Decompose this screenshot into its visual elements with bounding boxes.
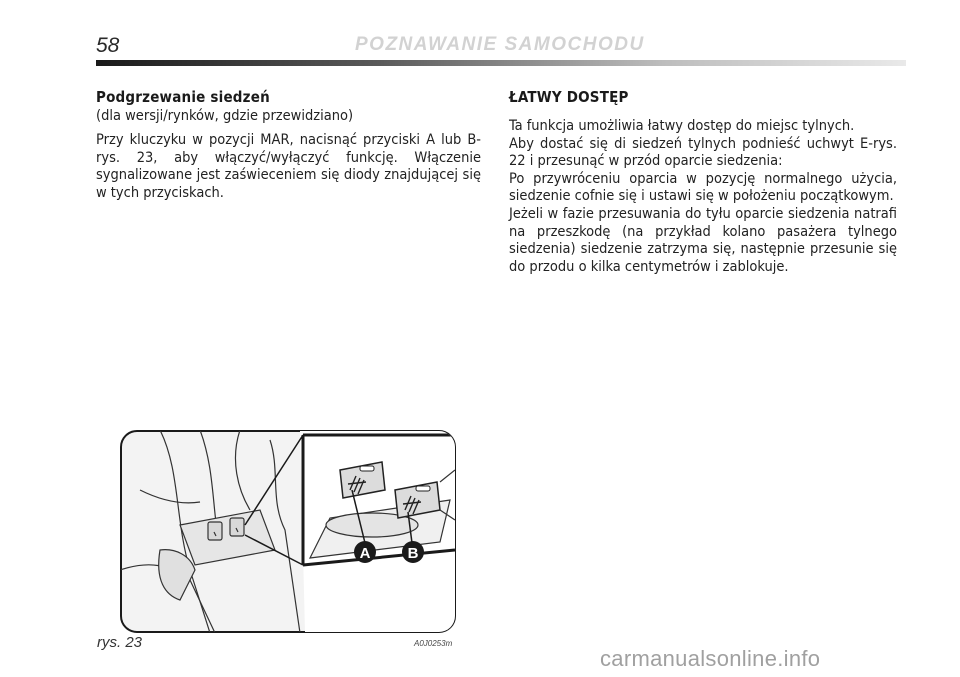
- watermark: carmanualsonline.info: [600, 646, 821, 671]
- easy-entry-text: [509, 118, 897, 276]
- left-column: [96, 88, 481, 208]
- seat-heating-buttons-illustration: [120, 430, 456, 633]
- section-title: POZNAWANIE SAMOCHODU: [355, 34, 645, 55]
- page-number: 58: [96, 34, 120, 57]
- easy-entry-line: Jeżeli w fazie przesuwania do tyłu oparcie siedzenia natrafi na przeszkodę (na przykład kolano pasażera tylnego siedzenia) siedzenie zatrzyma się, następnie przesunie się do przodu o kilka centymetrów i zablokuje.: [509, 205, 897, 275]
- header-rule: [96, 60, 906, 66]
- easy-entry-heading: ŁATWY DOSTĘP: [509, 88, 629, 106]
- label-b: B: [407, 545, 419, 562]
- right-column: [509, 88, 897, 276]
- label-a: A: [359, 545, 371, 562]
- seat-heating-heading: Podgrzewanie siedzeń: [96, 88, 270, 106]
- easy-entry-line: Aby dostać się di siedzeń tylnych podnieść uchwyt E-rys. 22 i przesunąć w przód oparcie siedzenia:: [509, 135, 897, 170]
- seat-heating-subnote: (dla wersji/rynków, gdzie przewidziano): [96, 108, 354, 124]
- easy-entry-line: Ta funkcja umożliwia łatwy dostęp do miejsc tylnych.: [509, 118, 855, 134]
- figure-code: A0J0253m: [414, 639, 453, 648]
- figure-caption: rys. 23: [97, 634, 143, 651]
- seat-heating-paragraph: Przy kluczyku w pozycji MAR, nacisnąć przyciski A lub B-rys. 23, aby włączyć/wyłączyć funkcję. Włączenie sygnalizowane jest zaświeceniem się diody znajdującej się w tych przyciskach.: [96, 132, 481, 201]
- easy-entry-line: Po przywróceniu oparcia w pozycję normalnego użycia, siedzenie cofnie się i ustawi się w położeniu początkowym.: [509, 170, 897, 205]
